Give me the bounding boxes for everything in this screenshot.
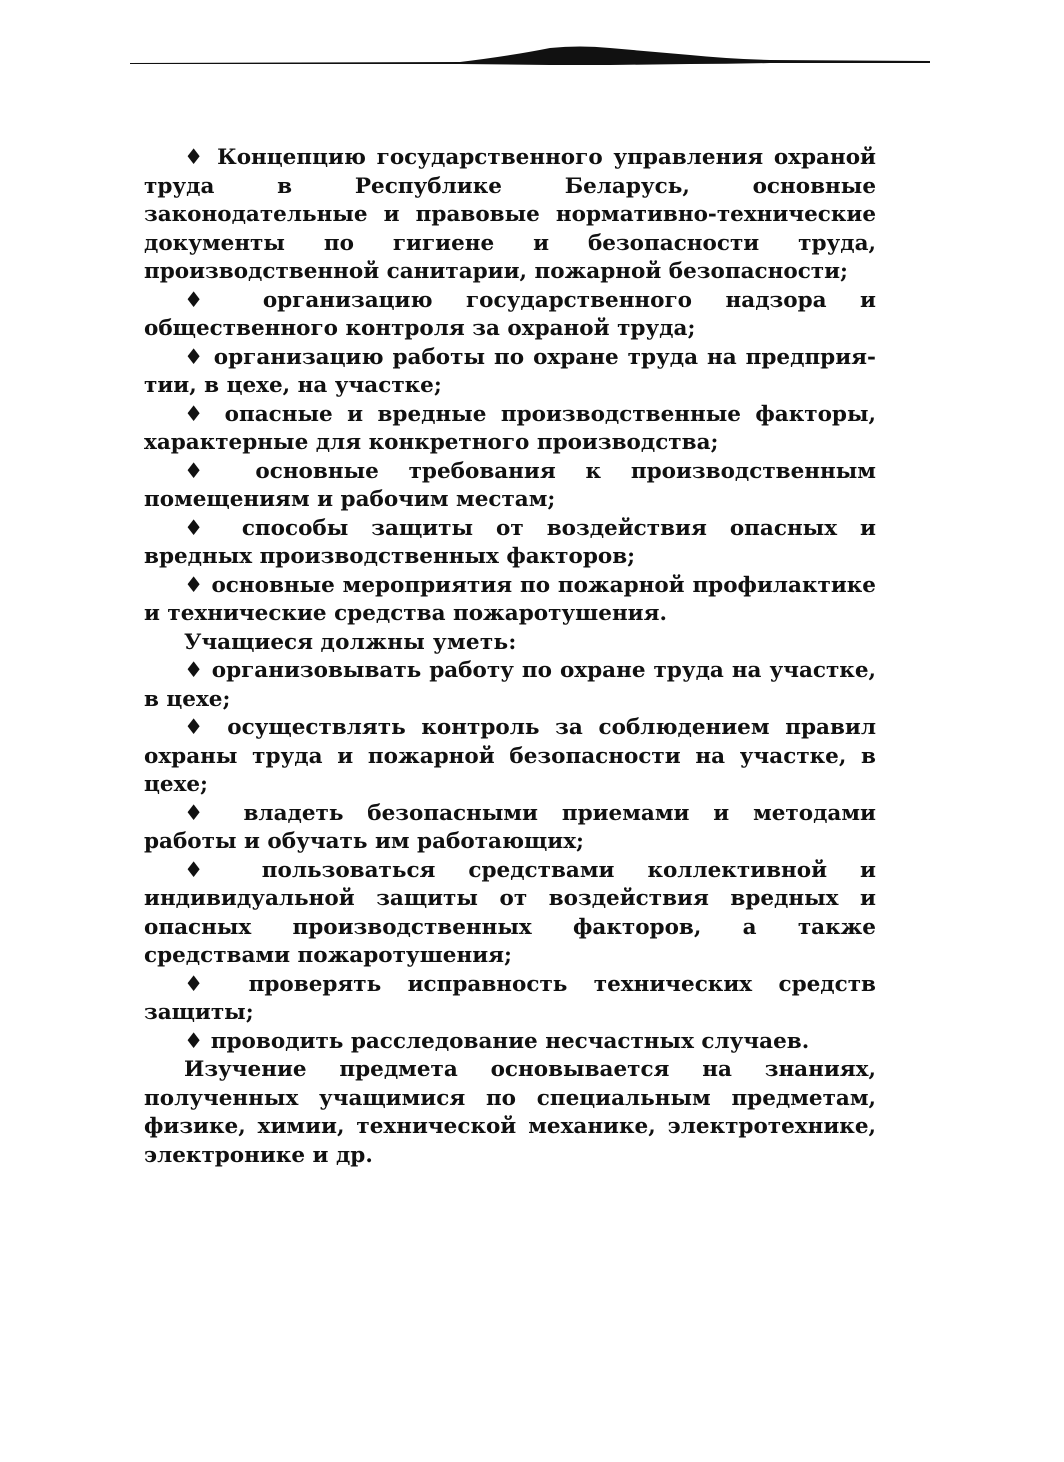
bullet-skill-2: [144, 714, 876, 800]
diamond-bullet-icon: ♦: [184, 572, 204, 598]
closing-paragraph: Изучение предмета основывается на знаниях, полученных учащимися по специальным предметам, физике, химии, технической механике, электротехнике, электронике и др.: [144, 1057, 876, 1168]
bullet-text: Концепцию государственного управления охраной труда в Республике Беларусь, основные законодательные и правовые нормативно-технические документы по гигиене и безопасности труда, производственной санитарии, пожарной безопасности;: [144, 145, 876, 284]
bullet-know-7: [144, 572, 876, 629]
bullet-skill-1: [144, 657, 876, 714]
diamond-bullet-icon: ♦: [184, 344, 205, 370]
diamond-bullet-icon: ♦: [184, 1028, 204, 1054]
skills-intro-prefix: Учащиеся: [184, 629, 313, 655]
bullet-know-2: [144, 287, 876, 344]
bullet-know-5: [144, 458, 876, 515]
bullet-skill-3: [144, 800, 876, 857]
bullet-text: проверять исправность технических средств защиты;: [144, 971, 876, 1025]
skills-intro-emphasis: должны уметь:: [320, 629, 517, 655]
bullet-know-4: [144, 401, 876, 458]
bullet-text: организацию государственного надзора и общественного контроля за охраной труда;: [144, 287, 876, 341]
bullet-text: организовывать работу по охране труда на участке, в цехе;: [144, 658, 876, 712]
bullet-skill-5: [144, 971, 876, 1028]
bullet-text: пользоваться средствами коллективной и индивидуальной защиты от воздействия вредных и опасных производственных факторов, а также средствами пожаротушения;: [144, 857, 876, 968]
bullet-text: основные требования к производственным помещениям и рабочим местам;: [144, 458, 876, 512]
document-body: [144, 144, 876, 1170]
bullet-skill-6: [144, 1028, 876, 1057]
bullet-skill-4: [144, 857, 876, 971]
top-rule-divider: [130, 42, 930, 72]
diamond-bullet-icon: ♦: [184, 857, 229, 883]
diamond-bullet-icon: ♦: [184, 458, 226, 484]
bullet-text: опасные и вредные производственные факторы, характерные для конкретного производства;: [144, 401, 876, 455]
diamond-bullet-icon: ♦: [184, 800, 220, 826]
bullet-text: осуществлять контроль за соблюдением правил охраны труда и пожарной безопасности на участке, в цехе;: [144, 715, 876, 797]
diamond-bullet-icon: ♦: [184, 971, 223, 997]
bullet-know-3: [144, 344, 876, 401]
bullet-know-6: [144, 515, 876, 572]
diamond-bullet-icon: ♦: [184, 658, 204, 683]
bullet-text: основные мероприятия по пожарной профилактике и технические средства пожаротушения.: [144, 572, 876, 626]
diamond-bullet-icon: ♦: [184, 401, 211, 427]
bullet-text: организацию работы по охране труда на предприятии, в цехе, на участке;: [144, 344, 876, 398]
diamond-bullet-icon: ♦: [184, 287, 230, 313]
bullet-text: владеть безопасными приемами и методами работы и обучать им работающих;: [144, 800, 876, 854]
diamond-bullet-icon: ♦: [184, 145, 207, 170]
bullet-text: проводить расследование несчастных случаев.: [210, 1028, 810, 1054]
diamond-bullet-icon: ♦: [184, 515, 219, 541]
diamond-bullet-icon: ♦: [184, 715, 212, 740]
bullet-know-1: [144, 144, 876, 287]
skills-intro: [144, 629, 876, 658]
bullet-text: способы защиты от воздействия опасных и вредных производственных факторов;: [144, 515, 876, 569]
